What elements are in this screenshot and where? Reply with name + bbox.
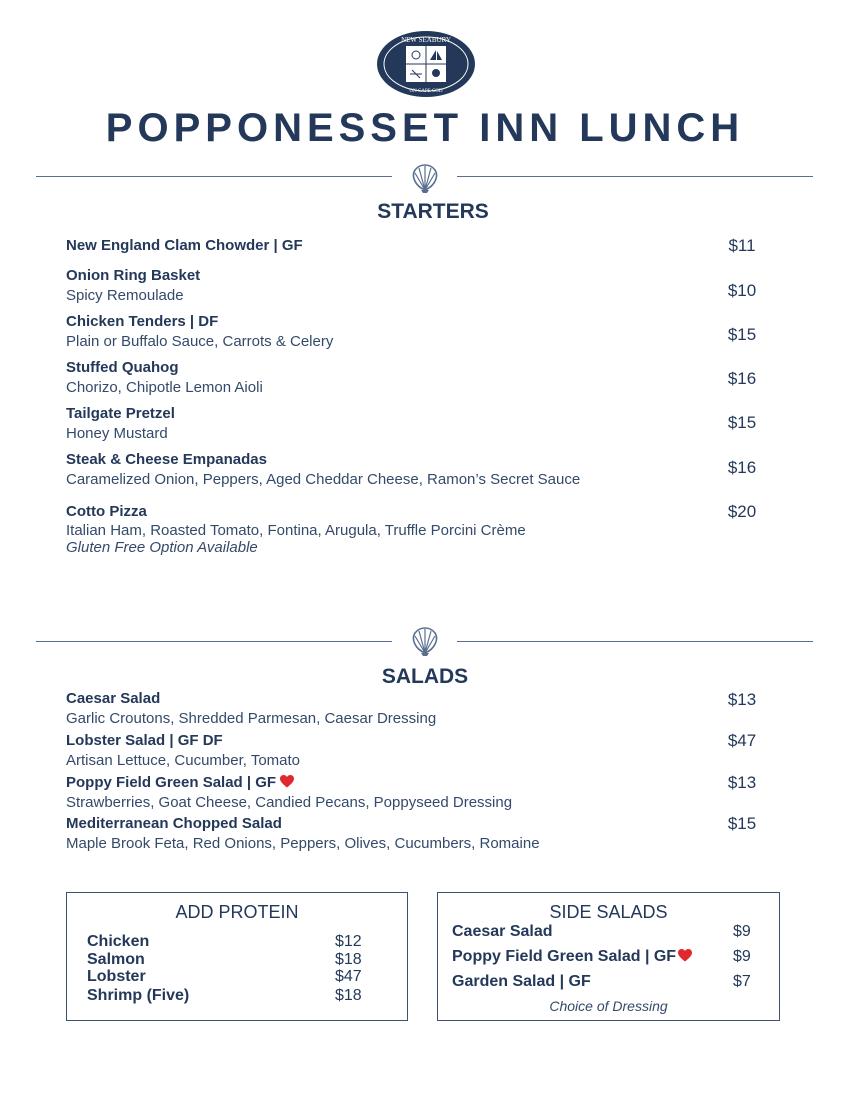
- menu-item-description: Honey Mustard: [66, 425, 168, 442]
- logo-top-text: NEW SEABURY: [401, 36, 451, 44]
- side-salads-title: SIDE SALADS: [549, 902, 668, 922]
- menu-item-name: [66, 773, 766, 793]
- protein-price: $47: [335, 968, 362, 985]
- side-salad-price: $9: [733, 948, 751, 965]
- menu-item-name: Mediterranean Chopped Salad: [66, 815, 282, 832]
- menu-item-price: $16: [727, 369, 757, 388]
- add-protein-box: [66, 892, 408, 1021]
- menu-item: [66, 404, 766, 444]
- scallop-shell-icon: [409, 162, 441, 194]
- menu-item-name: Steak & Cheese Empanadas: [66, 451, 267, 468]
- menu-item-description: Caramelized Onion, Peppers, Aged Cheddar Cheese, Ramon’s Secret Sauce: [66, 471, 581, 488]
- menu-item-name: Tailgate Pretzel: [66, 405, 175, 422]
- divider-line: [457, 641, 813, 642]
- menu-item: [66, 450, 766, 490]
- menu-item-price: $13: [727, 690, 757, 709]
- protein-name: Lobster: [87, 968, 146, 985]
- page-title: POPPONESSET INN LUNCH: [105, 106, 745, 150]
- menu-item-description: Garlic Croutons, Shredded Parmesan, Caesar Dressing: [66, 710, 437, 727]
- side-salads-note: Choice of Dressing: [549, 998, 668, 1014]
- logo-bottom-text: ON CAPE COD: [409, 89, 443, 94]
- menu-item: [66, 236, 766, 256]
- menu-item: [66, 502, 766, 556]
- divider-line: [457, 176, 813, 177]
- menu-item-price: $20: [727, 502, 757, 521]
- menu-item-name: Onion Ring Basket: [66, 267, 201, 284]
- menu-item: [66, 266, 766, 306]
- protein-price: $18: [335, 951, 362, 968]
- heart-icon: [678, 949, 692, 962]
- side-salad-price: $7: [733, 973, 751, 990]
- menu-item-description: Plain or Buffalo Sauce, Carrots & Celery: [66, 333, 334, 350]
- menu-item-name-text: Poppy Field Green Salad | GF: [66, 774, 277, 791]
- menu-item-price: $13: [727, 773, 757, 792]
- menu-item: [66, 773, 766, 813]
- heart-icon: [280, 775, 294, 788]
- side-salads-box: [437, 892, 780, 1021]
- menu-item-name: Stuffed Quahog: [66, 359, 179, 376]
- side-salad-name-text: Poppy Field Green Salad | GF: [452, 948, 677, 965]
- side-salad-price: $9: [733, 923, 751, 940]
- menu-item-price: $11: [728, 236, 756, 255]
- menu-item: [66, 689, 766, 729]
- protein-name: Salmon: [87, 951, 145, 968]
- starters-heading: STARTERS: [377, 200, 489, 223]
- add-protein-title: ADD PROTEIN: [175, 902, 299, 922]
- menu-item: [66, 312, 766, 352]
- menu-item: [66, 814, 766, 854]
- menu-item-description: Strawberries, Goat Cheese, Candied Pecans, Poppyseed Dressing: [66, 794, 513, 811]
- protein-price: $12: [335, 933, 362, 950]
- side-salad-name: Caesar Salad: [452, 923, 553, 940]
- menu-item-description: Spicy Remoulade: [66, 287, 184, 304]
- menu-item-price: $15: [727, 413, 757, 432]
- menu-item-description: Italian Ham, Roasted Tomato, Fontina, Arugula, Truffle Porcini Crème: [66, 522, 526, 539]
- menu-item-price: $10: [727, 281, 757, 300]
- side-salad-name: [452, 948, 692, 966]
- new-seabury-logo-icon: [376, 30, 476, 98]
- menu-item-description: Chorizo, Chipotle Lemon Aioli: [66, 379, 263, 396]
- menu-item-name: Cotto Pizza: [66, 503, 147, 520]
- menu-item-name: New England Clam Chowder | GF: [66, 237, 303, 254]
- salads-heading: SALADS: [381, 665, 469, 688]
- menu-item-description: Maple Brook Feta, Red Onions, Peppers, Olives, Cucumbers, Romaine: [66, 835, 540, 852]
- menu-item-name: Caesar Salad: [66, 690, 161, 707]
- protein-name: Shrimp (Five): [87, 987, 190, 1004]
- divider-line: [36, 641, 392, 642]
- divider-line: [36, 176, 392, 177]
- menu-item: [66, 731, 766, 771]
- menu-item-name: Lobster Salad | GF DF: [66, 732, 223, 749]
- menu-item-price: $15: [727, 814, 757, 833]
- protein-price: $18: [335, 987, 362, 1004]
- side-salad-name: Garden Salad | GF: [452, 973, 591, 990]
- scallop-shell-icon: [409, 625, 441, 657]
- menu-item: [66, 358, 766, 398]
- menu-item-price: $47: [727, 731, 757, 750]
- menu-item-name: Chicken Tenders | DF: [66, 313, 219, 330]
- protein-name: Chicken: [87, 933, 150, 950]
- menu-item-note: Gluten Free Option Available: [66, 539, 258, 556]
- menu-item-description: Artisan Lettuce, Cucumber, Tomato: [66, 752, 301, 769]
- menu-item-price: $15: [727, 325, 757, 344]
- menu-item-price: $16: [727, 458, 757, 477]
